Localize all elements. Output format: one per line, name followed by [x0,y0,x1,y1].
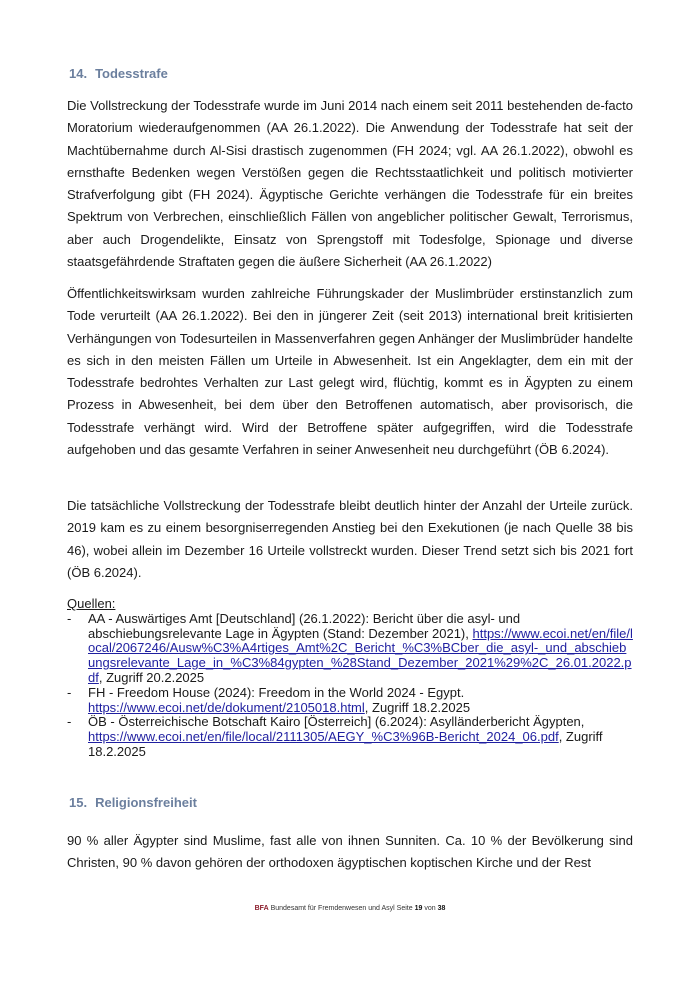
list-dash: - [67,684,72,700]
list-dash: - [67,610,72,626]
footer-page-label: Seite [396,905,413,912]
section-heading-religionsfreiheit [69,795,197,810]
sources-block [67,597,633,760]
source-text: FH - Freedom House (2024): Freedom in the World 2024 - Egypt. [88,684,465,700]
source-item [67,715,633,759]
footer-page-current: 19 [414,905,423,912]
section-title: Todesstrafe [95,66,168,81]
list-dash: - [67,714,72,730]
section-title: Religionsfreiheit [95,795,197,810]
source-text: ÖB - Österreichische Botschaft Kairo [Österreich] (6.2024): Asylländerbericht Ägypten, [88,714,585,730]
source-text: AA - Auswärtiges Amt [Deutschland] (26.1.2022): Bericht über die asyl- und abschiebungsrelevante Lage in Ägypten (Stand: Dezember 2021), [88,610,521,641]
source-access-date: , Zugriff 18.2.2025 [364,699,471,715]
source-access-date: , Zugriff 20.2.2025 [98,669,205,685]
page-footer [0,905,700,912]
section-number: 14. [69,66,88,81]
source-link[interactable]: https://www.ecoi.net/en/file/local/2067246/Ausw%C3%A4rtiges_Amt%2C_Bericht_%C3%BCber_die_asyl-_und_abschiebungsrelevante_Lage_in_%C3%84gypten_%28Stand_Dezember_2021%29%2C_26.01.2022.pdf [88,625,633,685]
paragraph: Die tatsächliche Vollstreckung der Todesstrafe bleibt deutlich hinter der Anzahl der Urteile zurück. 2019 kam es zu einem besorgniserregenden Anstieg bei den Exekutionen (je nach Quelle 38 bis 46), wobei allein im Dezember 16 Urteile vollstreckt wurden. Dieser Trend setzt sich bis 2021 fort (ÖB 6.2024). [67,498,633,580]
sources-title: Quellen: [67,596,116,611]
source-access-date: , Zugriff 18.2.2025 [88,729,603,759]
footer-page-sep: von [424,905,436,912]
section-number: 15. [69,795,88,810]
source-link[interactable]: https://www.ecoi.net/de/dokument/2105018.html [88,699,365,715]
footer-page-total: 38 [437,905,446,912]
paragraph: 90 % aller Ägypter sind Muslime, fast alle von ihnen Sunniten. Ca. 10 % der Bevölkerung sind Christen, 90 % davon gehören der orthodoxen ägyptischen koptischen Kirche und der Rest [67,833,633,871]
bfa-logo: BFA [254,905,269,912]
sources-list [67,612,633,760]
footer-org-name: Bundesamt für Fremdenwesen und Asyl [270,905,395,912]
paragraph: Die Vollstreckung der Todesstrafe wurde im Juni 2014 nach einem seit 2011 bestehenden de-facto Moratorium wiederaufgenommen (AA 26.1.2022). Die Anwendung der Todesstrafe hat seit der Machtübernahme durch Al-Sisi drastisch zugenommen (FH 2024; vgl. AA 26.1.2022), obwohl es ernsthafte Bedenken wegen Verstößen gegen die Rechtsstaatlichkeit und politisch motivierter Strafverfolgung gibt (FH 2024). Ägyptische Gerichte verhängen die Todesstrafe für ein breites Spektrum von Verbrechen, einschließlich Fällen von angeblicher politischer Gewalt, Terrorismus, aber auch Drogendelikte, Einsatz von Sprengstoff mit Todesfolge, Spionage und diverse staatsgefährdende Straftaten gegen die äußere Sicherheit (AA 26.1.2022) [67,98,633,270]
section-heading-todesstrafe [69,66,168,81]
source-item [67,686,633,716]
paragraph: Öffentlichkeitswirksam wurden zahlreiche Führungskader der Muslimbrüder erstinstanzlich zum Tode verurteilt (AA 26.1.2022). Bei den in jüngerer Zeit (seit 2013) international breit kritisierten Verhängungen von Todesurteilen in Massenverfahren gegen Anhänger der Muslimbrüder handelte es sich in den meisten Fällen um Urteile in Abwesenheit. Ist ein Angeklagter, dem ein mit der Todesstrafe bedrohtes Verhalten zur Last gelegt wird, flüchtig, kommt es in Ägypten zu einem Prozess in Abwesenheit, bei dem über den Betroffenen automatisch, aber provisorisch, die Todesstrafe verhängt wird. Wird der Betroffene später aufgegriffen, wird die Todesstrafe aufgehoben und das gesamte Verfahren in seiner Anwesenheit neu durchgeführt (ÖB 6.2024). [67,286,633,458]
source-link[interactable]: https://www.ecoi.net/en/file/local/2111305/AEGY_%C3%96B-Bericht_2024_06.pdf [88,729,559,745]
source-item [67,612,633,686]
